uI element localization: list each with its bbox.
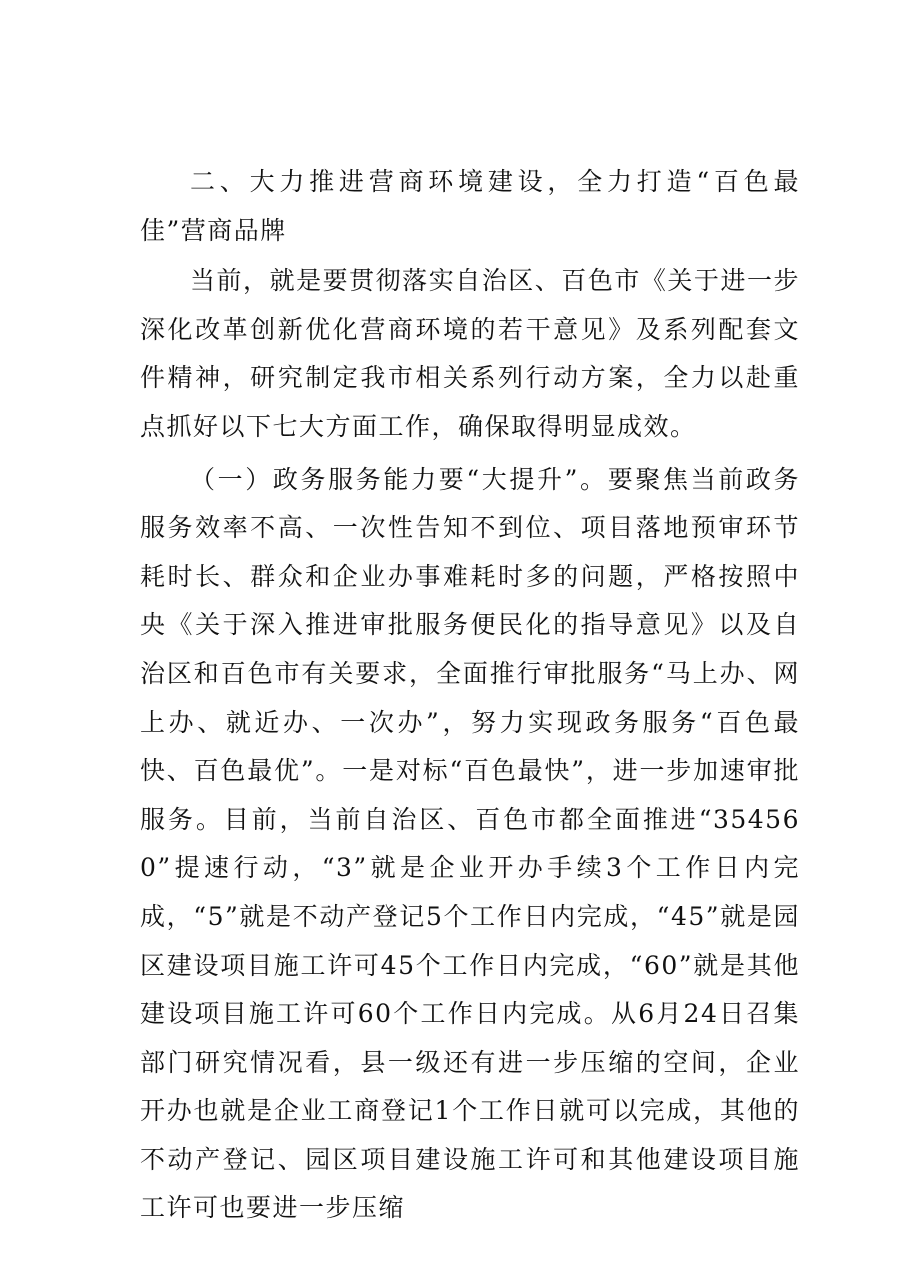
document-body bbox=[140, 158, 800, 1237]
paragraph-2: （一）政务服务能力要“大提升”。要聚焦当前政务服务效率不高、一次性告知不到位、项目落地预审环节耗时长、群众和企业办事难耗时多的问题，严格按照中央《关于深入推进审批服务便民化的指导意见》以及自治区和百色市有关要求，全面推行审批服务“马上办、网上办、就近办、一次办”，努力实现政务服务“百色最快、百色最优”。一是对标“百色最快”，进一步加速审批服务。目前，当前自治区、百色市都全面推进“354560”提速行动，“3”就是企业开办手续3个工作日内完成，“5”就是不动产登记5个工作日内完成，“45”就是园区建设项目施工许可45个工作日内完成，“60”就是其他建设项目施工许可60个工作日内完成。从6月24日召集部门研究情况看，县一级还有进一步压缩的空间，企业开办也就是企业工商登记1个工作日就可以完成，其他的不动产登记、园区项目建设施工许可和其他建设项目施工许可也要进一步压缩 bbox=[140, 464, 800, 1223]
paragraph-1: 当前，就是要贯彻落实自治区、百色市《关于进一步深化改革创新优化营商环境的若干意见》及系列配套文件精神，研究制定我市相关系列行动方案，全力以赴重点抓好以下七大方面工作，确保取得明显成效。 bbox=[140, 266, 800, 441]
section-heading: 二、大力推进营商环境建设，全力打造“百色最佳”营商品牌 bbox=[140, 167, 800, 245]
